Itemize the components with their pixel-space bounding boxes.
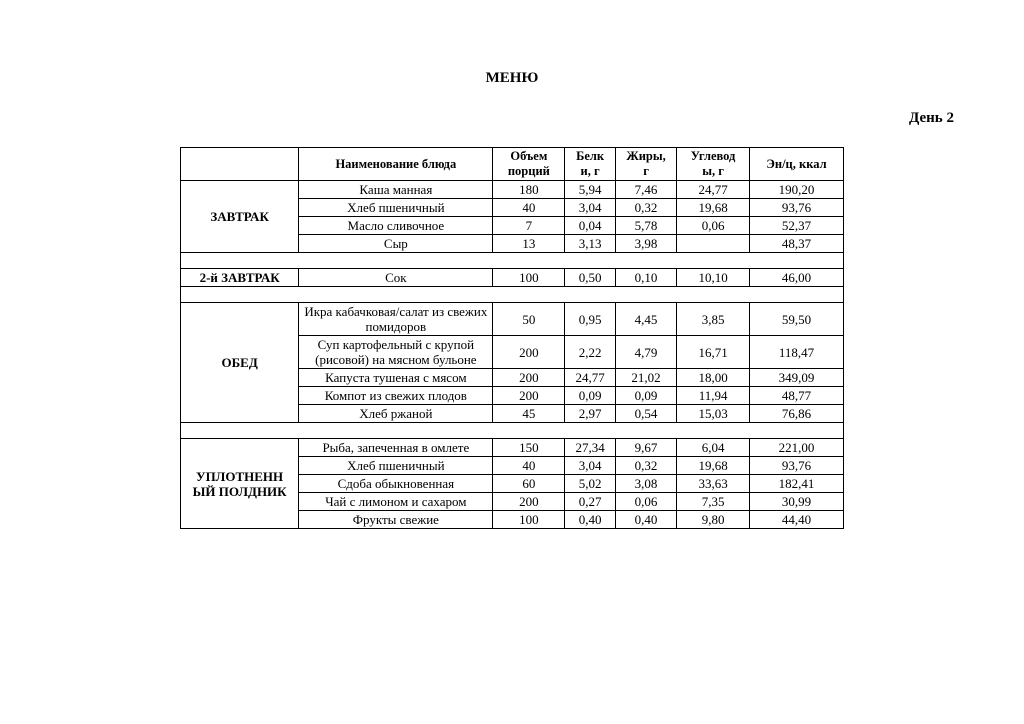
cell-protein: 3,04 <box>565 457 616 475</box>
table-body <box>181 181 844 529</box>
cell-protein: 3,04 <box>565 199 616 217</box>
cell-fat: 4,45 <box>615 303 676 336</box>
spacer-cell <box>181 253 844 269</box>
cell-protein: 0,27 <box>565 493 616 511</box>
cell-dish: Хлеб ржаной <box>299 405 493 423</box>
cell-fat: 0,09 <box>615 387 676 405</box>
cell-protein: 0,09 <box>565 387 616 405</box>
meal-name <box>181 303 299 423</box>
cell-protein: 27,34 <box>565 439 616 457</box>
cell-volume: 100 <box>493 511 565 529</box>
cell-energy: 52,37 <box>750 217 844 235</box>
cell-fat: 9,67 <box>615 439 676 457</box>
cell-fat: 21,02 <box>615 369 676 387</box>
cell-dish: Хлеб пшеничный <box>299 199 493 217</box>
cell-fat: 0,32 <box>615 199 676 217</box>
cell-protein: 3,13 <box>565 235 616 253</box>
cell-fat: 5,78 <box>615 217 676 235</box>
cell-carbs: 3,85 <box>677 303 750 336</box>
cell-protein: 24,77 <box>565 369 616 387</box>
section-spacer <box>181 287 844 303</box>
section-spacer <box>181 253 844 269</box>
table-row <box>181 439 844 457</box>
table-header-row <box>181 148 844 181</box>
header-fat-text: Жиры, г <box>626 149 666 178</box>
cell-carbs: 0,06 <box>677 217 750 235</box>
cell-dish: Сыр <box>299 235 493 253</box>
table-row <box>181 269 844 287</box>
cell-carbs: 6,04 <box>677 439 750 457</box>
cell-energy: 190,20 <box>750 181 844 199</box>
cell-fat: 0,06 <box>615 493 676 511</box>
header-protein-text: Белк и, г <box>576 149 605 178</box>
cell-volume: 200 <box>493 336 565 369</box>
cell-energy: 59,50 <box>750 303 844 336</box>
cell-energy: 30,99 <box>750 493 844 511</box>
table-row <box>181 303 844 336</box>
cell-fat: 0,10 <box>615 269 676 287</box>
cell-fat: 0,40 <box>615 511 676 529</box>
header-protein <box>565 148 616 181</box>
cell-volume: 50 <box>493 303 565 336</box>
day-label: День 2 <box>909 110 954 126</box>
cell-fat: 4,79 <box>615 336 676 369</box>
cell-carbs: 24,77 <box>677 181 750 199</box>
cell-protein: 5,94 <box>565 181 616 199</box>
cell-fat: 7,46 <box>615 181 676 199</box>
cell-fat: 3,08 <box>615 475 676 493</box>
cell-energy: 182,41 <box>750 475 844 493</box>
cell-carbs: 15,03 <box>677 405 750 423</box>
cell-carbs: 16,71 <box>677 336 750 369</box>
cell-carbs: 19,68 <box>677 199 750 217</box>
cell-dish: Фрукты свежие <box>299 511 493 529</box>
cell-energy: 44,40 <box>750 511 844 529</box>
cell-energy: 48,77 <box>750 387 844 405</box>
cell-energy: 76,86 <box>750 405 844 423</box>
meal-name-text: 2-й ЗАВТРАК <box>199 270 280 285</box>
header-volume-text: Объем порций <box>507 149 550 178</box>
cell-volume: 180 <box>493 181 565 199</box>
cell-volume: 40 <box>493 199 565 217</box>
cell-volume: 60 <box>493 475 565 493</box>
cell-dish: Каша манная <box>299 181 493 199</box>
cell-volume: 200 <box>493 493 565 511</box>
header-energy: Эн/ц, ккал <box>750 148 844 181</box>
cell-carbs: 7,35 <box>677 493 750 511</box>
cell-carbs: 19,68 <box>677 457 750 475</box>
spacer-cell <box>181 287 844 303</box>
cell-dish: Сдоба обыкновенная <box>299 475 493 493</box>
cell-dish: Хлеб пшеничный <box>299 457 493 475</box>
cell-protein: 0,95 <box>565 303 616 336</box>
meal-name <box>181 181 299 253</box>
cell-dish: Сок <box>299 269 493 287</box>
header-volume <box>493 148 565 181</box>
cell-fat: 0,32 <box>615 457 676 475</box>
meal-name-text: ЗАВТРАК <box>210 209 269 224</box>
meal-name-text: УПЛОТНЕНН ЫЙ ПОЛДНИК <box>192 468 287 499</box>
cell-volume: 40 <box>493 457 565 475</box>
spacer-cell <box>181 423 844 439</box>
meal-name <box>181 269 299 287</box>
cell-volume: 7 <box>493 217 565 235</box>
cell-protein: 0,04 <box>565 217 616 235</box>
header-carbs-text: Углевод ы, г <box>690 149 736 178</box>
cell-carbs: 33,63 <box>677 475 750 493</box>
header-fat <box>615 148 676 181</box>
cell-fat: 0,54 <box>615 405 676 423</box>
meal-name-text: ОБЕД <box>221 355 258 370</box>
cell-dish: Рыба, запеченная в омлете <box>299 439 493 457</box>
cell-dish: Суп картофельный с крупой (рисовой) на мясном бульоне <box>299 336 493 369</box>
cell-energy: 118,47 <box>750 336 844 369</box>
cell-volume: 150 <box>493 439 565 457</box>
cell-energy: 48,37 <box>750 235 844 253</box>
cell-energy: 46,00 <box>750 269 844 287</box>
cell-carbs: 18,00 <box>677 369 750 387</box>
cell-volume: 100 <box>493 269 565 287</box>
cell-volume: 13 <box>493 235 565 253</box>
cell-protein: 0,50 <box>565 269 616 287</box>
menu-table <box>180 147 844 529</box>
cell-protein: 0,40 <box>565 511 616 529</box>
page-title: МЕНЮ <box>485 70 539 86</box>
cell-energy: 93,76 <box>750 199 844 217</box>
cell-dish: Масло сливочное <box>299 217 493 235</box>
meal-name <box>181 439 299 529</box>
cell-energy: 349,09 <box>750 369 844 387</box>
cell-volume: 200 <box>493 369 565 387</box>
cell-dish: Капуста тушеная с мясом <box>299 369 493 387</box>
cell-volume: 45 <box>493 405 565 423</box>
header-meal <box>181 148 299 181</box>
cell-fat: 3,98 <box>615 235 676 253</box>
cell-energy: 221,00 <box>750 439 844 457</box>
cell-carbs <box>677 235 750 253</box>
cell-protein: 5,02 <box>565 475 616 493</box>
cell-dish: Икра кабачковая/салат из свежих помидоров <box>299 303 493 336</box>
section-spacer <box>181 423 844 439</box>
cell-protein: 2,97 <box>565 405 616 423</box>
cell-dish: Компот из свежих плодов <box>299 387 493 405</box>
cell-carbs: 10,10 <box>677 269 750 287</box>
cell-energy: 93,76 <box>750 457 844 475</box>
cell-dish: Чай с лимоном и сахаром <box>299 493 493 511</box>
header-dish: Наименование блюда <box>299 148 493 181</box>
cell-protein: 2,22 <box>565 336 616 369</box>
cell-volume: 200 <box>493 387 565 405</box>
cell-carbs: 9,80 <box>677 511 750 529</box>
table-row <box>181 181 844 199</box>
header-carbs <box>677 148 750 181</box>
cell-carbs: 11,94 <box>677 387 750 405</box>
